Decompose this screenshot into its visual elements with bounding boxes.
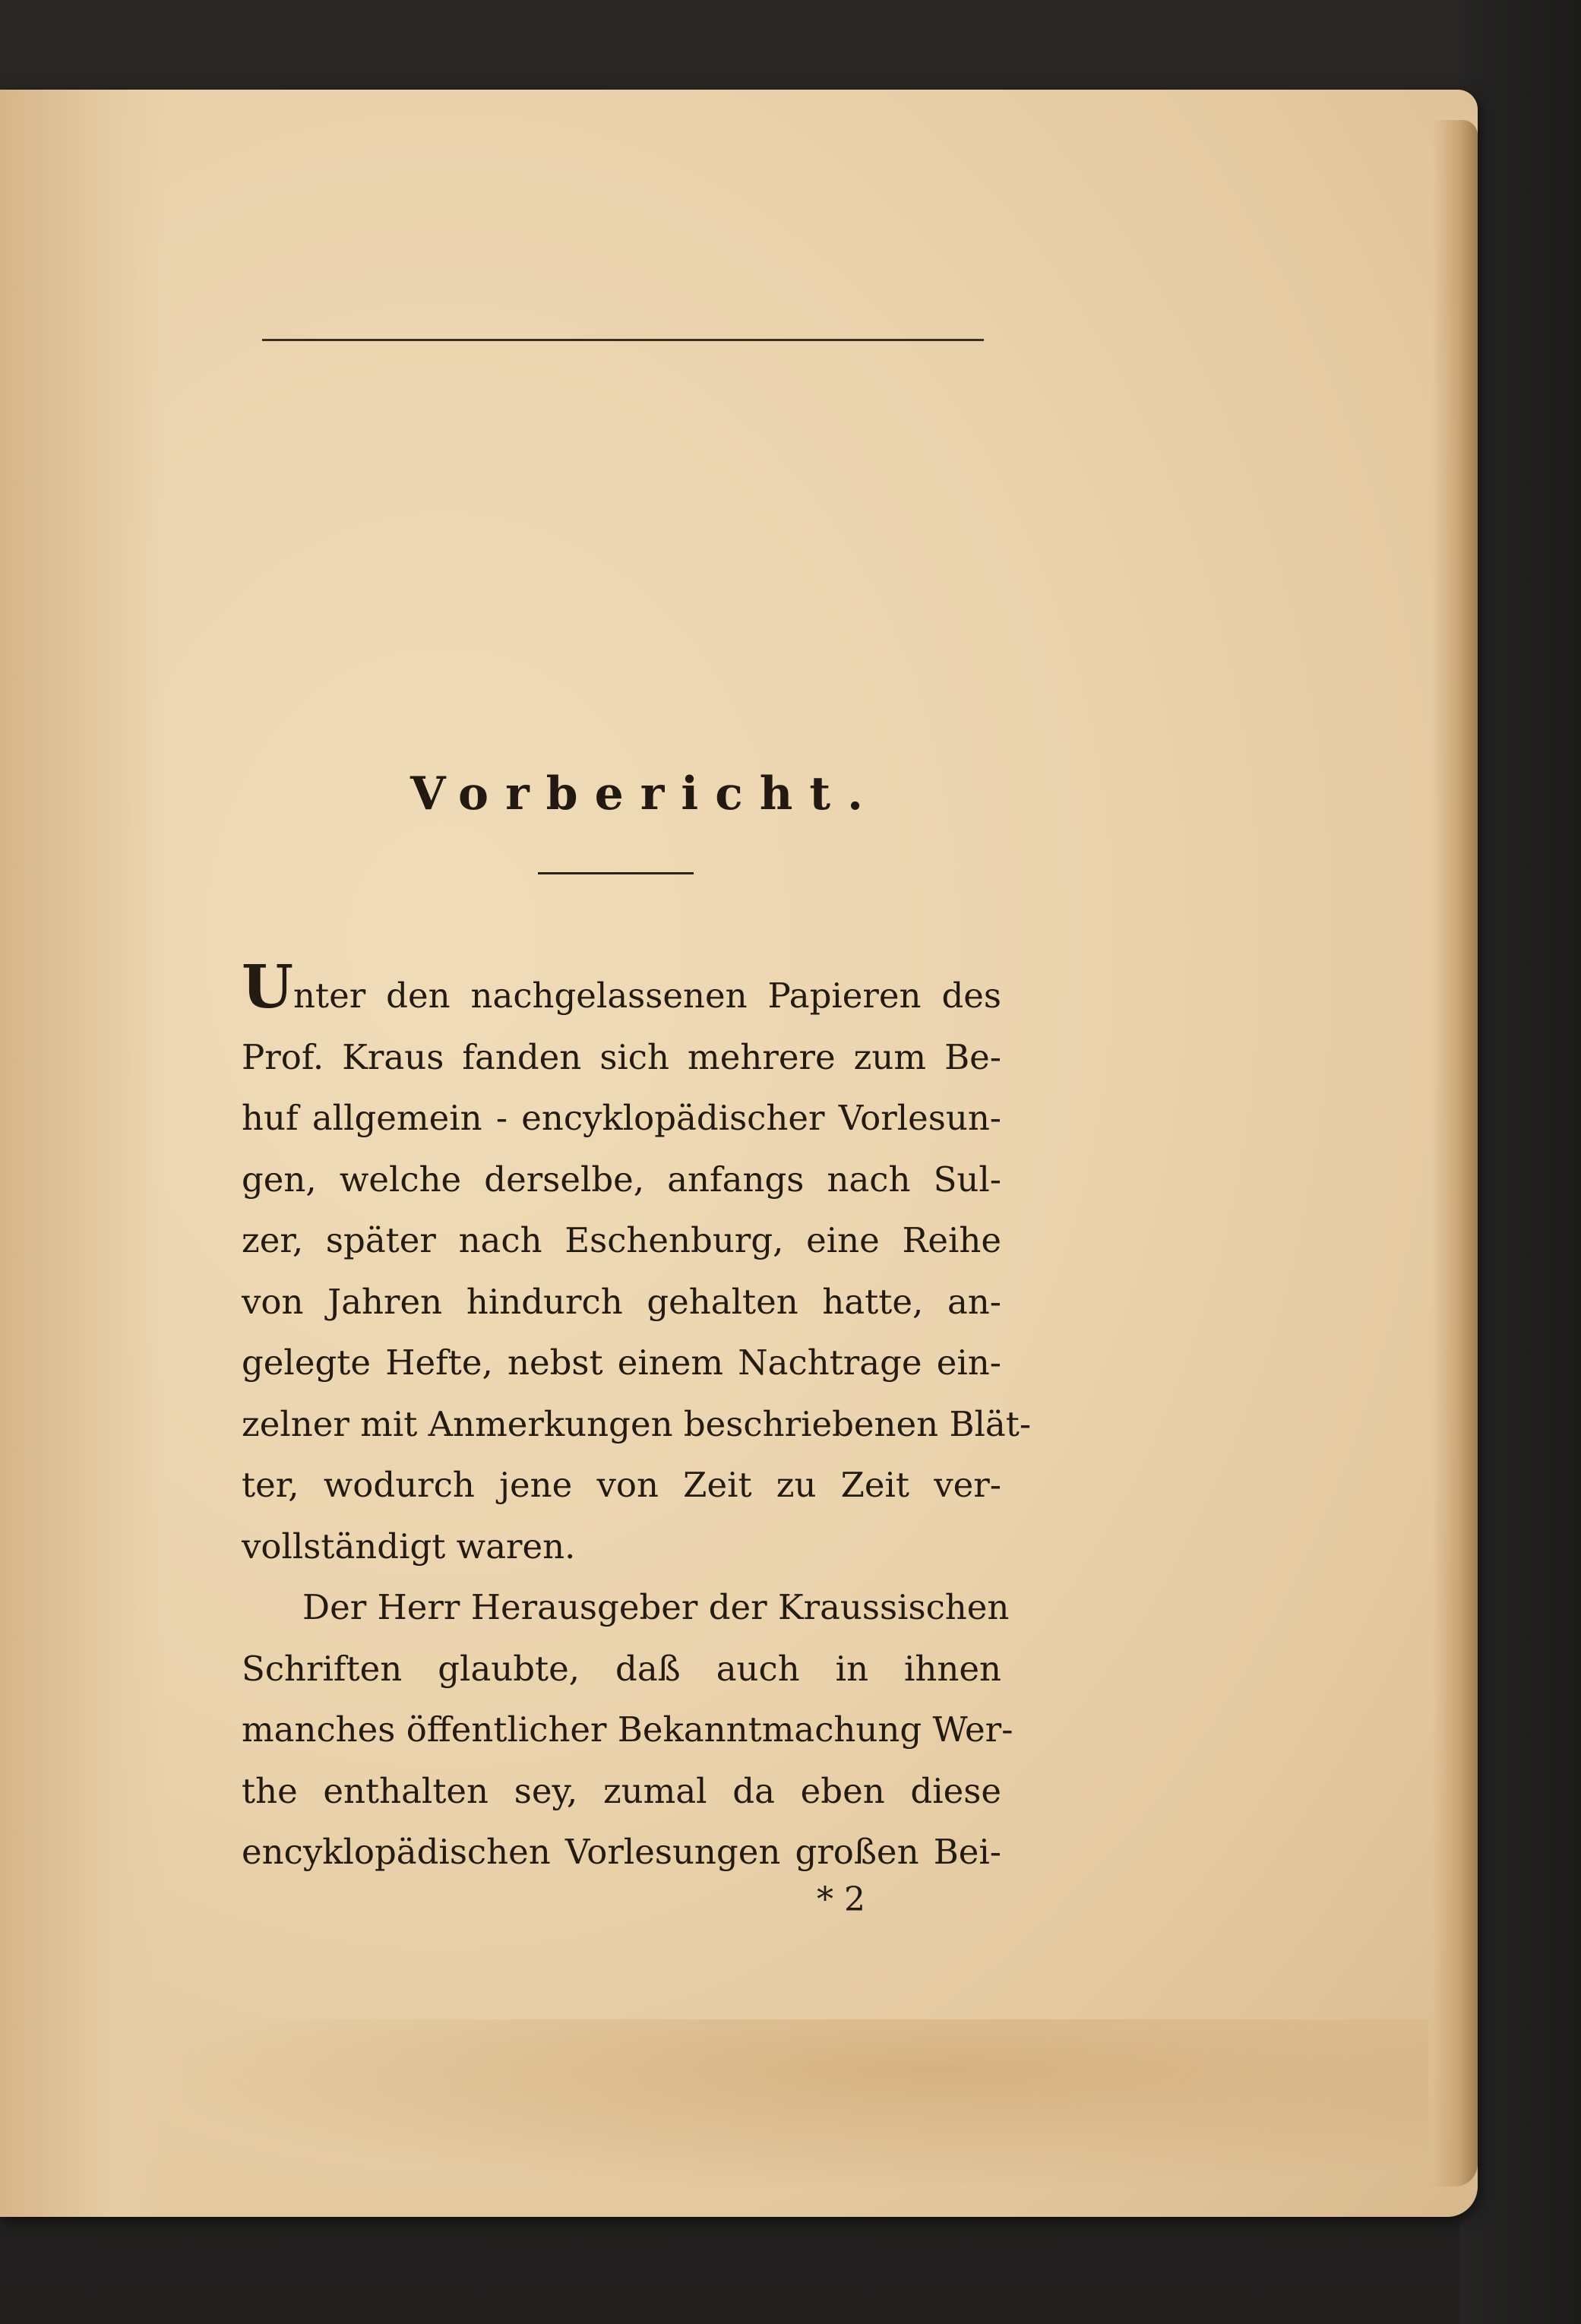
background-cloth	[1459, 0, 1581, 2324]
water-stain	[182, 2019, 1428, 2186]
text-line: zelner mit Anmerkungen beschriebenen Blät-	[242, 1403, 1032, 1444]
text-line: Schriften glaubte, daß auch in ihnen	[242, 1648, 1001, 1689]
text-line: Unter den nachgelassenen Papieren des	[242, 953, 1001, 1022]
text-line: Prof. Kraus fanden sich mehrere zum Be-	[242, 1036, 1001, 1077]
body-text	[242, 953, 1032, 1883]
text-line: manches öffentlicher Bekanntmachung Wer-	[242, 1709, 1013, 1750]
text-line: ter, wodurch jene von Zeit zu Zeit ver-	[242, 1465, 1001, 1505]
text-line: gelegte Hefte, nebst einem Nachtrage ein-	[242, 1342, 1001, 1383]
text-line: gen, welche derselbe, anfangs nach Sul-	[242, 1159, 1001, 1200]
text-line: Der Herr Herausgeber der Kraussischen	[302, 1587, 1010, 1627]
text-line: zer, später nach Eschenburg, eine Reihe	[242, 1220, 1001, 1260]
header-rule	[262, 339, 984, 341]
text-line: huf allgemein - encyklopädischer Vorlesun-	[242, 1098, 1001, 1138]
signature-mark: * 2	[817, 1880, 865, 1919]
text-line: encyklopädischen Vorlesungen großen Bei-	[242, 1832, 1001, 1872]
page-fore-edge	[1432, 120, 1478, 2186]
text-line: vollständigt waren.	[242, 1526, 576, 1567]
page-title: Vorbericht.	[410, 767, 880, 821]
text-line: von Jahren hindurch gehalten hatte, an-	[242, 1281, 1001, 1322]
title-underline-rule	[538, 872, 694, 874]
page-gutter-shadow	[0, 90, 167, 2217]
text-line: the enthalten sey, zumal da eben diese	[242, 1770, 1001, 1811]
